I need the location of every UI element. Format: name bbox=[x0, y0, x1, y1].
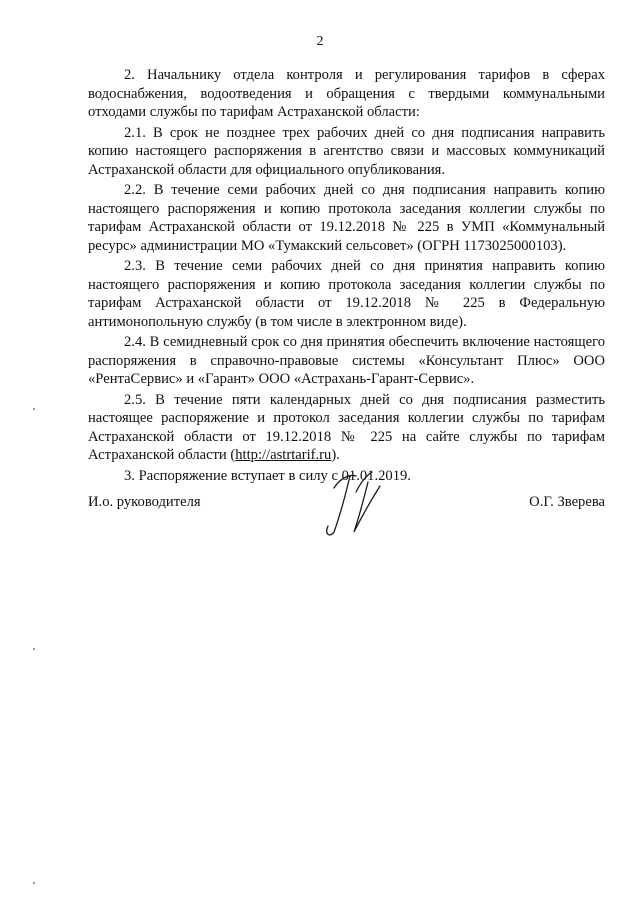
website-link[interactable]: http://astrtarif.ru bbox=[235, 447, 332, 463]
paragraph-2-3: 2.3. В течение семи рабочих дней со дня принятия направить копию настоящего распоряжения и копию протокола заседания коллегии службы по тарифам Астраханской области от 19.12.2018 № 225 в Федеральную антимонопольную службу (в том числе в электронном виде). bbox=[88, 258, 605, 330]
paragraph-2-5-text: 2.5. В течение пяти календарных дней со дня подписания разместить настоящее распоряжение и протокол заседания коллегии службы по тарифам Астраханской области от 19.12.2018 № 225 на сайте службы по тарифам Астраханской области ( bbox=[88, 391, 605, 463]
signatory-role: И.о. руководителя bbox=[88, 494, 201, 510]
document-body bbox=[88, 66, 605, 485]
paragraph-2-2: 2.2. В течение семи рабочих дней со дня подписания направить копию настоящего распоряжения и копию протокола заседания коллегии службы по тарифам Астраханской области от 19.12.2018 № 225 в УМП «Коммунальный ресурс» администрации МО «Тумакский сельсовет» (ОГРН 1173025000103). bbox=[88, 182, 605, 254]
paragraph-2-4: 2.4. В семидневный срок со дня принятия обеспечить включение настоящего распоряжения в справочно-правовые системы «Консультант Плюс» ООО «РентаСервис» и «Гарант» ООО «Астрахань-Гарант-Сервис». bbox=[88, 334, 605, 387]
signature-block bbox=[88, 494, 605, 518]
margin-mark bbox=[33, 408, 35, 410]
paragraph-2: 2. Начальнику отдела контроля и регулирования тарифов в сферах водоснабжения, водоотведения и обращения с твердыми коммунальными отходами службы по тарифам Астраханской области: bbox=[88, 67, 605, 120]
paragraph-2-5-end: ). bbox=[331, 447, 340, 463]
margin-mark bbox=[33, 648, 35, 650]
paragraph-2-1: 2.1. В срок не позднее трех рабочих дней со дня подписания направить копию настоящего распоряжения в агентство связи и массовых коммуникаций Астраханской области для официального опубликования. bbox=[88, 124, 605, 178]
page-number: 2 bbox=[316, 34, 324, 49]
margin-mark bbox=[33, 882, 35, 884]
paragraph-2-5 bbox=[88, 391, 605, 465]
signatory-name: О.Г. Зверева bbox=[529, 494, 605, 510]
paragraph-3: 3. Распоряжение вступает в силу с 01.01.2019. bbox=[124, 467, 411, 484]
